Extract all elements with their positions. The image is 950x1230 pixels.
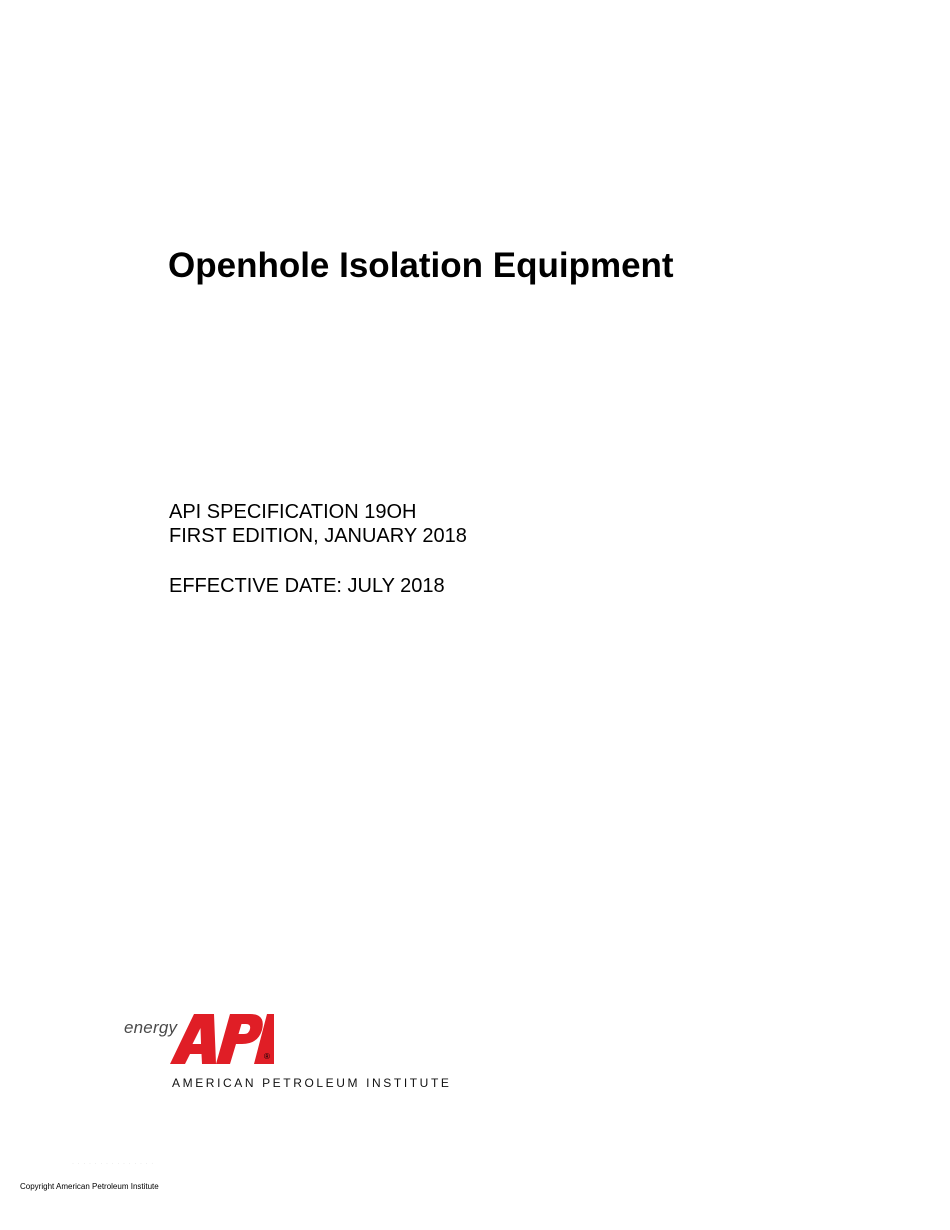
edition-info: FIRST EDITION, JANUARY 2018 — [169, 525, 467, 547]
api-logo — [120, 1010, 452, 1096]
logo-energy-text: energy — [124, 1018, 178, 1037]
spec-number: API SPECIFICATION 19OH — [169, 501, 417, 523]
api-logo-mark — [170, 1012, 274, 1064]
copyright-notice: Copyright American Petroleum Institute — [20, 1182, 159, 1191]
effective-date: EFFECTIVE DATE: JULY 2018 — [169, 575, 445, 597]
registered-mark: ® — [264, 1052, 270, 1061]
document-title: Openhole Isolation Equipment — [168, 246, 674, 285]
specification-info — [169, 500, 467, 598]
institute-name: AMERICAN PETROLEUM INSTITUTE — [172, 1076, 452, 1090]
faint-artifact-line: · · · · · · · · · · · · · · · — [72, 1161, 155, 1167]
